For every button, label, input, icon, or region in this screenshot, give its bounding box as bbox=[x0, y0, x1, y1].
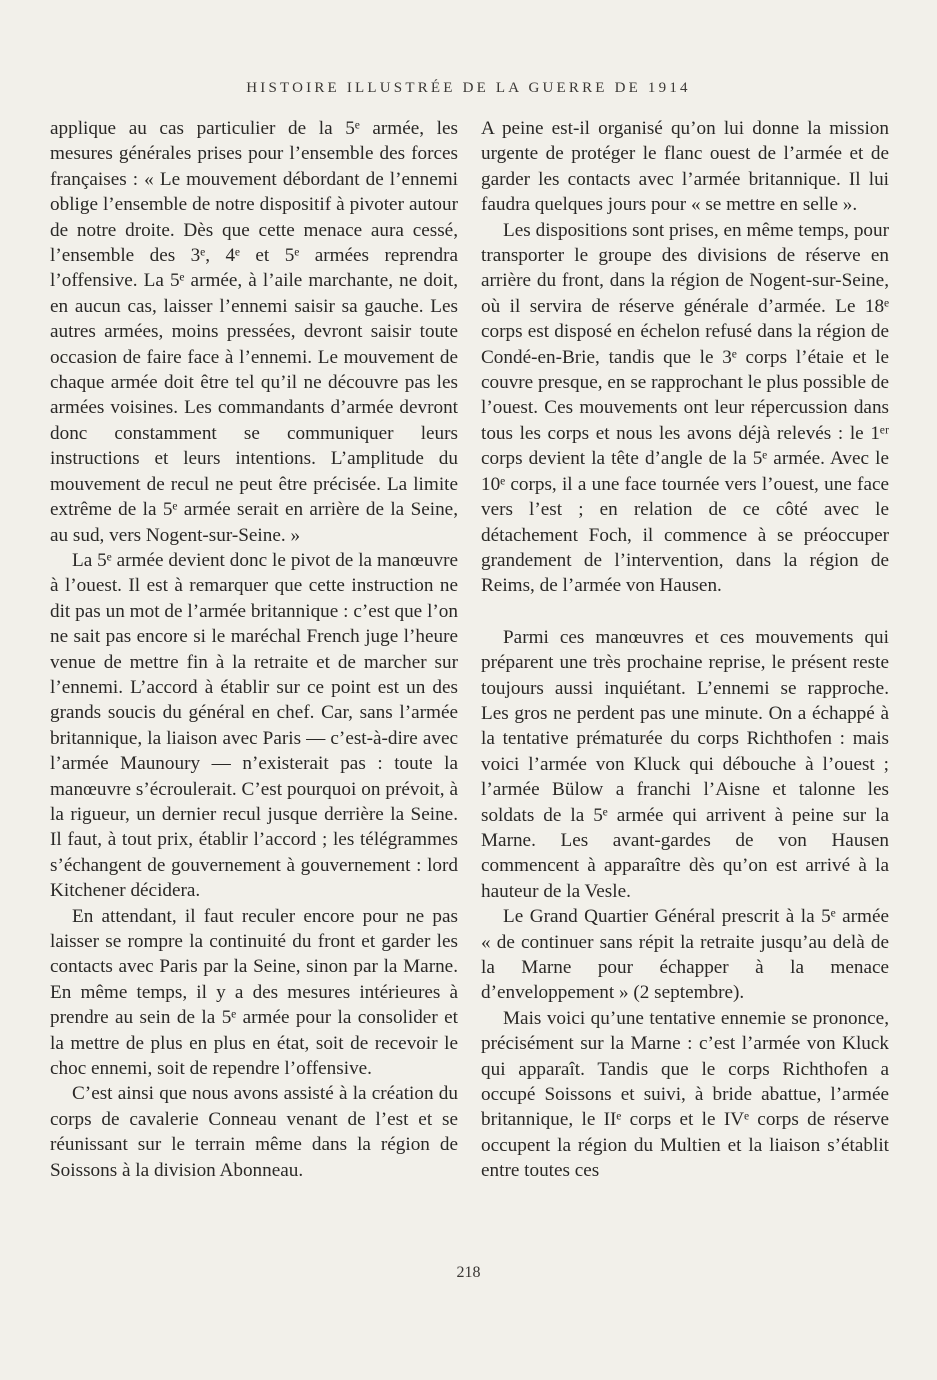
paragraph: C’est ainsi que nous avons assisté à la création du corps de cavalerie Conneau venant de l’est et se réunissant sur le terrain même dans la région de Soissons à la division Abonneau. bbox=[50, 1083, 458, 1181]
page-number: 218 bbox=[456, 1264, 481, 1281]
paragraph: A peine est-il organisé qu’on lui donne la mission urgente de protéger le flanc ouest de l’armée et de garder les contacts avec l’armée britannique. Il lui faudra quelques jours pour « se mettre en selle ». bbox=[481, 118, 889, 216]
paragraph: Le Grand Quartier Général prescrit à la 5ᵉ armée « de continuer sans répit la retraite jusqu’au delà de la Marne pour échapper à la menace d’enveloppement » (2 septembre). bbox=[481, 906, 889, 1004]
left-column bbox=[50, 116, 458, 1183]
right-column bbox=[481, 116, 889, 1184]
paragraph: En attendant, il faut reculer encore pour ne pas laisser se rompre la continuité du front et garder les contacts avec Paris par la Seine, sinon par la Marne. En même temps, il y a des mesures intérieures à prendre au sein de la 5ᵉ armée pour la consolider et la mettre de plus en plus en état, soit de recevoir le choc ennemi, soit de rependre l’offensive. bbox=[50, 905, 458, 1080]
paragraph: La 5ᵉ armée devient donc le pivot de la manœuvre à l’ouest. Il est à remarquer que cette instruction ne dit pas un mot de l’armée britannique : c’est que l’on ne sait pas encore si le maréchal French juge l’heure venue de mettre fin à la retraite et de marcher sur l’ennemi. L’accord à établir sur ce point est un des grands soucis du général en chef. Car, sans l’armée britannique, la liaison avec Paris — c’est-à-dire avec l’armée Maunoury — n’existerait pas : toute la manœuvre s’écroulerait. C’est pourquoi on prévoit, à la rigueur, un dernier recul jusque derrière la Seine. Il faut, à tout prix, établir l’accord ; les télégrammes s’échangent de gouvernement à gouvernement : lord Kitchener décidera. bbox=[50, 549, 458, 902]
running-header: HISTOIRE ILLUSTRÉE DE LA GUERRE DE 1914 bbox=[246, 80, 691, 96]
paragraph: Parmi ces manœuvres et ces mouvements qui préparent une très prochaine reprise, le présent reste toujours aussi inquiétant. L’ennemi se rapproche. Les gros ne perdent pas une minute. On a échappé à la tentative prématurée du corps Richthofen : mais voici l’armée von Kluck qui débouche à l’ouest ; l’armée Bülow a franchi l’Aisne et talonne les soldats de la 5ᵉ armée qui arrivent à peine sur la Marne. Les avant-gardes de von Hausen commencent à apparaître dès qu’on est arrivé à la hauteur de la Vesle. bbox=[481, 626, 889, 902]
paragraph: Mais voici qu’une tentative ennemie se prononce, précisément sur la Marne : c’est l’armée von Kluck qui apparaît. Tandis que le corps Richthofen a occupé Soissons et suivi, à bride abattue, l’armée britannique, le IIᵉ corps et le IVᵉ corps de réserve occupent la région du Multien et la liaison s’établit entre toutes ces bbox=[481, 1007, 889, 1182]
paragraph: Les dispositions sont prises, en même temps, pour transporter le groupe des divisions de réserve en arrière du front, dans la région de Nogent-sur-Seine, où il servira de réserve générale d’armée. Le 18ᵉ corps est disposé en échelon refusé dans la région de Condé-en-Brie, tandis que le 3ᵉ corps l’étaie et le couvre presque, en se rapprochant le plus possible de l’ouest. Ces mouvements ont leur répercussion dans tous les corps et nous les avons déjà relevés : le 1ᵉʳ corps devient la tête d’angle de la 5ᵉ armée. Avec le 10ᵉ corps, il a une face tournée vers l’ouest, une face vers l’est ; en relation de ce côté avec le détachement Foch, il commence à se préoccuper grandement de l’intervention, dans la région de Reims, de l’armée von Hausen. bbox=[481, 219, 889, 597]
paragraph: applique au cas particulier de la 5ᵉ armée, les mesures générales prises pour l’ensemble des forces françaises : « Le mouvement débordant de l’ennemi oblige l’ensemble de notre dispositif à pivoter autour de notre droite. Dès que cette menace aura cessé, l’ensemble des 3ᵉ, 4ᵉ et 5ᵉ armées reprendra l’offensive. La 5ᵉ armée, à l’aile marchante, ne doit, en aucun cas, laisser l’ennemi saisir sa gauche. Les autres armées, moins pressées, devront saisir toute occasion de faire face à l’ennemi. Le mouvement de chaque armée doit être tel qu’il ne découvre pas les armées voisines. Les commandants d’armée devront donc constamment se communiquer leurs instructions et leurs intentions. L’amplitude du mouvement de recul ne peut être précisée. La limite extrême de la 5ᵉ armée serait en arrière de la Seine, au sud, vers Nogent-sur-Seine. » bbox=[50, 118, 458, 546]
